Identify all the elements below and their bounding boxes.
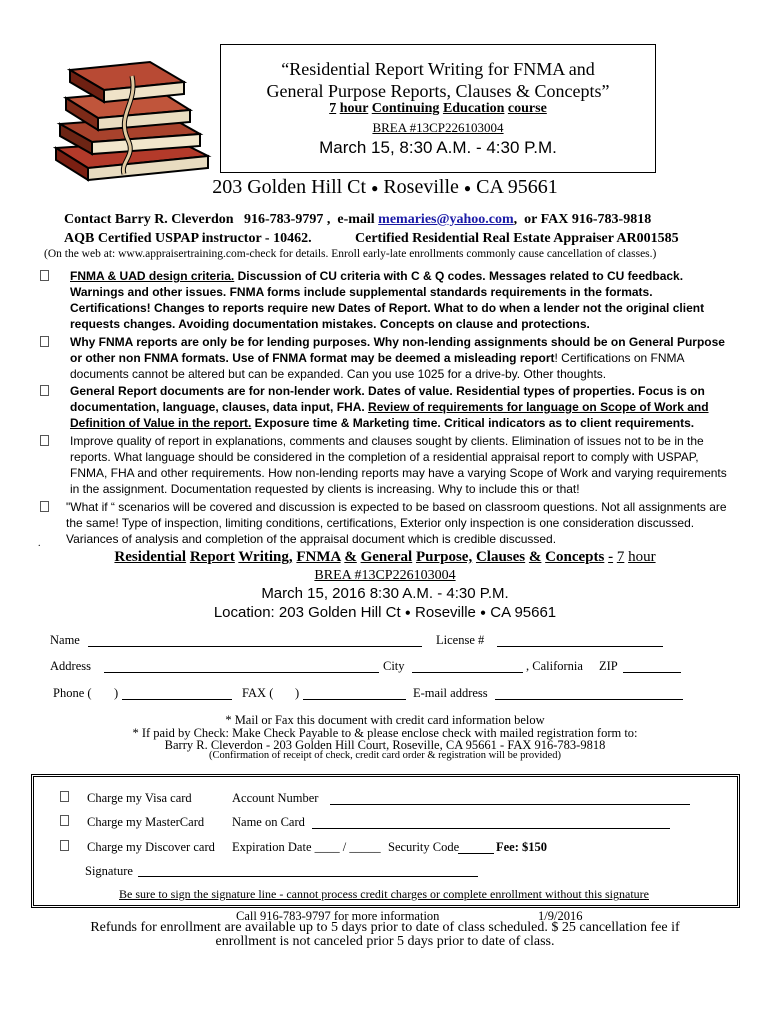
refund-policy-line2: enrollment is not canceled prior 5 days prior to date of class. bbox=[215, 934, 555, 949]
books-icon bbox=[46, 44, 216, 186]
mail-note: * Mail or Fax this document with credit card information below bbox=[225, 713, 545, 727]
city-label: City bbox=[383, 659, 405, 673]
address-field[interactable] bbox=[104, 658, 379, 673]
location-state-zip: CA 95661 bbox=[476, 176, 558, 198]
name-label: Name bbox=[50, 633, 80, 647]
heading-word: FNMA bbox=[296, 549, 341, 565]
account-number-field[interactable] bbox=[330, 790, 690, 805]
expiration-date-field[interactable]: Expiration Date ____ / _____ bbox=[232, 840, 381, 854]
bullet-dot-icon: ● bbox=[371, 180, 379, 195]
check-note: * If paid by Check: Make Check Payable to & please enclose check with mailed registration form to: bbox=[132, 726, 638, 740]
location-street: 203 Golden Hill Ct bbox=[212, 176, 367, 198]
bullet-dot-icon: ● bbox=[463, 180, 472, 195]
books-illustration bbox=[46, 44, 216, 186]
state-label: , California bbox=[526, 659, 583, 673]
heading-word: hour bbox=[628, 549, 656, 565]
email-address-field[interactable] bbox=[495, 685, 683, 700]
call-info: Call 916-783-9797 for more information bbox=[236, 909, 440, 923]
bullet-underlined-text: Review of requirements for language on Scope of Work and Definition of Value in the report. bbox=[70, 400, 709, 430]
bullet-dot-icon: ● bbox=[404, 607, 411, 619]
bullet-item bbox=[70, 433, 728, 497]
contact-suffix: , or FAX 916-783-9818 bbox=[513, 212, 652, 227]
mastercard-option[interactable] bbox=[60, 815, 204, 830]
bullet-item bbox=[70, 268, 728, 332]
email-address-label: E-mail address bbox=[413, 686, 488, 700]
phone-field[interactable] bbox=[122, 685, 232, 700]
heading-word: Concepts bbox=[545, 549, 605, 565]
security-code-label: Security Code bbox=[388, 840, 460, 854]
fax-field[interactable] bbox=[303, 685, 406, 700]
mastercard-checkbox[interactable] bbox=[60, 815, 69, 826]
bullet-text: ! Certifications on FNMA documents cannot be altered but can be expanded. Can you use 1025 for a drive-by. Other thoughts. bbox=[70, 351, 684, 381]
form-heading bbox=[0, 549, 770, 566]
contact-prefix: Contact Barry R. Cleverdon 916-783-9797 , e-mail bbox=[64, 212, 379, 227]
brea-text: BREA #13CP226103004 bbox=[372, 120, 504, 135]
instructor-cert: AQB Certified USPAP instructor - 10462. bbox=[64, 231, 312, 246]
discover-option[interactable] bbox=[60, 840, 215, 855]
signature-note bbox=[34, 887, 734, 902]
fee-text: Fee: $150 bbox=[496, 840, 548, 854]
form-location-state: CA 95661 bbox=[490, 604, 557, 621]
refund-policy-line1: Refunds for enrollment are available up to 5 days prior to date of class scheduled. $ 25 cancellation fee if bbox=[90, 920, 680, 935]
heading-word: & bbox=[528, 549, 542, 565]
zip-label: ZIP bbox=[599, 659, 618, 673]
checkbox-icon bbox=[40, 336, 49, 347]
bullet-item bbox=[70, 383, 728, 431]
license-field[interactable] bbox=[497, 632, 663, 647]
bullet-text: Discussion of CU criteria with C & Q codes. Messages related to CU feedback. Warnings and other issues. FNMA forms include supplemental standards requirements in the formats. Certifications! Changes to reports require new Dates of Report. What to do when a lender not the original client requests changes. Avoiding documentation mistakes. Concepts on clause and protections. bbox=[70, 269, 705, 331]
bullet-text: Improve quality of report in explanations, comments and clauses sought by clients. Elimination of issues not to be in the reports. What language should be considered in the completion of a residential appraisal report to comply with USPAP, FNMA, FHA and other requirements. How non-lending reports may have a varying Scope of Work and varying requirements in the assignment. Documentation requested by clients is increasing. Why to include this or that! bbox=[70, 434, 727, 496]
stray-mark: . bbox=[38, 538, 41, 549]
subtitle-word: hour bbox=[339, 101, 369, 116]
form-location-city: Roseville bbox=[415, 604, 476, 621]
course-date: March 15, 8:30 A.M. - 4:30 P.M. bbox=[319, 138, 557, 157]
heading-word: & bbox=[344, 549, 357, 565]
brea-number bbox=[220, 120, 656, 136]
heading-word: - bbox=[608, 549, 614, 565]
visa-checkbox[interactable] bbox=[60, 791, 69, 802]
course-subtitle bbox=[220, 101, 656, 117]
contact-line bbox=[64, 212, 651, 228]
instructor-line bbox=[64, 231, 312, 247]
bullet-text: "What if “ scenarios will be covered and discussion is expected to be based on classroom questions. Not all assignments are the same! Type of inspection, limiting conditions, certifications, Exterior only inspection is one consideration discussed. Variances of analysis and completion of the appraisal document which is credible discussed. bbox=[66, 500, 727, 546]
bullet-dot-icon: ● bbox=[480, 607, 487, 619]
bullet-bold-text: Why FNMA reports are only be for lending purposes. Why non-lending assignments should be on General Purpose or other non FNMA formats. Use of FNMA format may be deemed a misleading report bbox=[70, 335, 725, 365]
discover-checkbox[interactable] bbox=[60, 840, 69, 851]
checkbox-icon bbox=[40, 435, 49, 446]
account-number-label: Account Number bbox=[232, 791, 319, 805]
subtitle-word: course bbox=[507, 101, 547, 116]
name-field[interactable] bbox=[88, 632, 422, 647]
license-label: License # bbox=[436, 633, 485, 647]
heading-word: Residential bbox=[114, 549, 187, 565]
bullet-bold-text: General Report documents are for non-lender work. Dates of value. Residential types of properties. Focus is on documentation, language, clauses, data input, FHA. bbox=[70, 384, 705, 414]
subtitle-word: Education bbox=[442, 101, 505, 116]
visa-option[interactable] bbox=[60, 791, 192, 806]
discover-label: Charge my Discover card bbox=[87, 840, 215, 854]
web-note: (On the web at: www.appraisertraining.com-check for details. Enroll early-late enrollments commonly cause cancellation of classes.) bbox=[44, 248, 657, 260]
bullet-item bbox=[66, 499, 730, 547]
heading-word: Report bbox=[189, 549, 235, 565]
checkbox-icon bbox=[40, 270, 49, 281]
fax-paren: ) bbox=[295, 686, 300, 700]
name-on-card-label: Name on Card bbox=[232, 815, 305, 829]
location-line bbox=[0, 176, 770, 199]
confirmation-note: (Confirmation of receipt of check, credit card order & registration will be provided) bbox=[209, 750, 561, 761]
heading-word: 7 bbox=[616, 549, 625, 565]
security-code-field[interactable] bbox=[458, 839, 494, 854]
mailing-address: Barry R. Cleverdon - 203 Golden Hill Court, Roseville, CA 95661 - FAX 916-783-9818 bbox=[164, 738, 606, 752]
checkbox-icon bbox=[40, 501, 49, 512]
form-location bbox=[0, 604, 770, 621]
signature-label: Signature bbox=[85, 864, 133, 878]
fax-label: FAX ( bbox=[242, 686, 274, 700]
visa-label: Charge my Visa card bbox=[87, 791, 192, 805]
signature-field[interactable] bbox=[138, 862, 478, 877]
signature-note-text: Be sure to sign the signature line - cannot process credit charges or complete enrollment without this signature bbox=[119, 887, 649, 901]
email-link[interactable]: memaries@yahoo.com bbox=[378, 212, 514, 227]
form-date: March 15, 2016 8:30 A.M. - 4:30 P.M. bbox=[261, 585, 509, 602]
phone-paren: ) bbox=[114, 686, 119, 700]
mastercard-label: Charge my MasterCard bbox=[87, 815, 205, 829]
address-label: Address bbox=[50, 659, 91, 673]
city-field[interactable] bbox=[412, 658, 523, 673]
heading-word: General bbox=[360, 549, 413, 565]
form-brea bbox=[0, 568, 770, 584]
bullet-item bbox=[70, 334, 728, 382]
course-title-line2: General Purpose Reports, Clauses & Concepts” bbox=[266, 81, 610, 101]
zip-field[interactable] bbox=[623, 658, 681, 673]
course-title-line1: “Residential Report Writing for FNMA and bbox=[281, 59, 595, 79]
checkbox-icon bbox=[40, 385, 49, 396]
name-on-card-field[interactable] bbox=[312, 814, 670, 829]
subtitle-word: Continuing bbox=[371, 101, 440, 116]
subtitle-word: 7 bbox=[329, 101, 337, 116]
heading-word: Purpose, bbox=[415, 549, 473, 565]
location-city: Roseville bbox=[383, 176, 459, 198]
form-brea-text: BREA #13CP226103004 bbox=[314, 568, 456, 583]
phone-label: Phone ( bbox=[53, 686, 92, 700]
appraiser-cert: Certified Residential Real Estate Appraiser AR001585 bbox=[355, 231, 679, 246]
heading-word: Clauses bbox=[475, 549, 526, 565]
bullet-tail-text: Exposure time & Marketing time. Critical indicators as to client requirements. bbox=[251, 416, 695, 430]
form-location-street: Location: 203 Golden Hill Ct bbox=[213, 604, 401, 621]
revision-date: 1/9/2016 bbox=[538, 909, 583, 923]
heading-word: Writing, bbox=[238, 549, 293, 565]
bullet-title: FNMA & UAD design criteria. bbox=[70, 269, 235, 283]
